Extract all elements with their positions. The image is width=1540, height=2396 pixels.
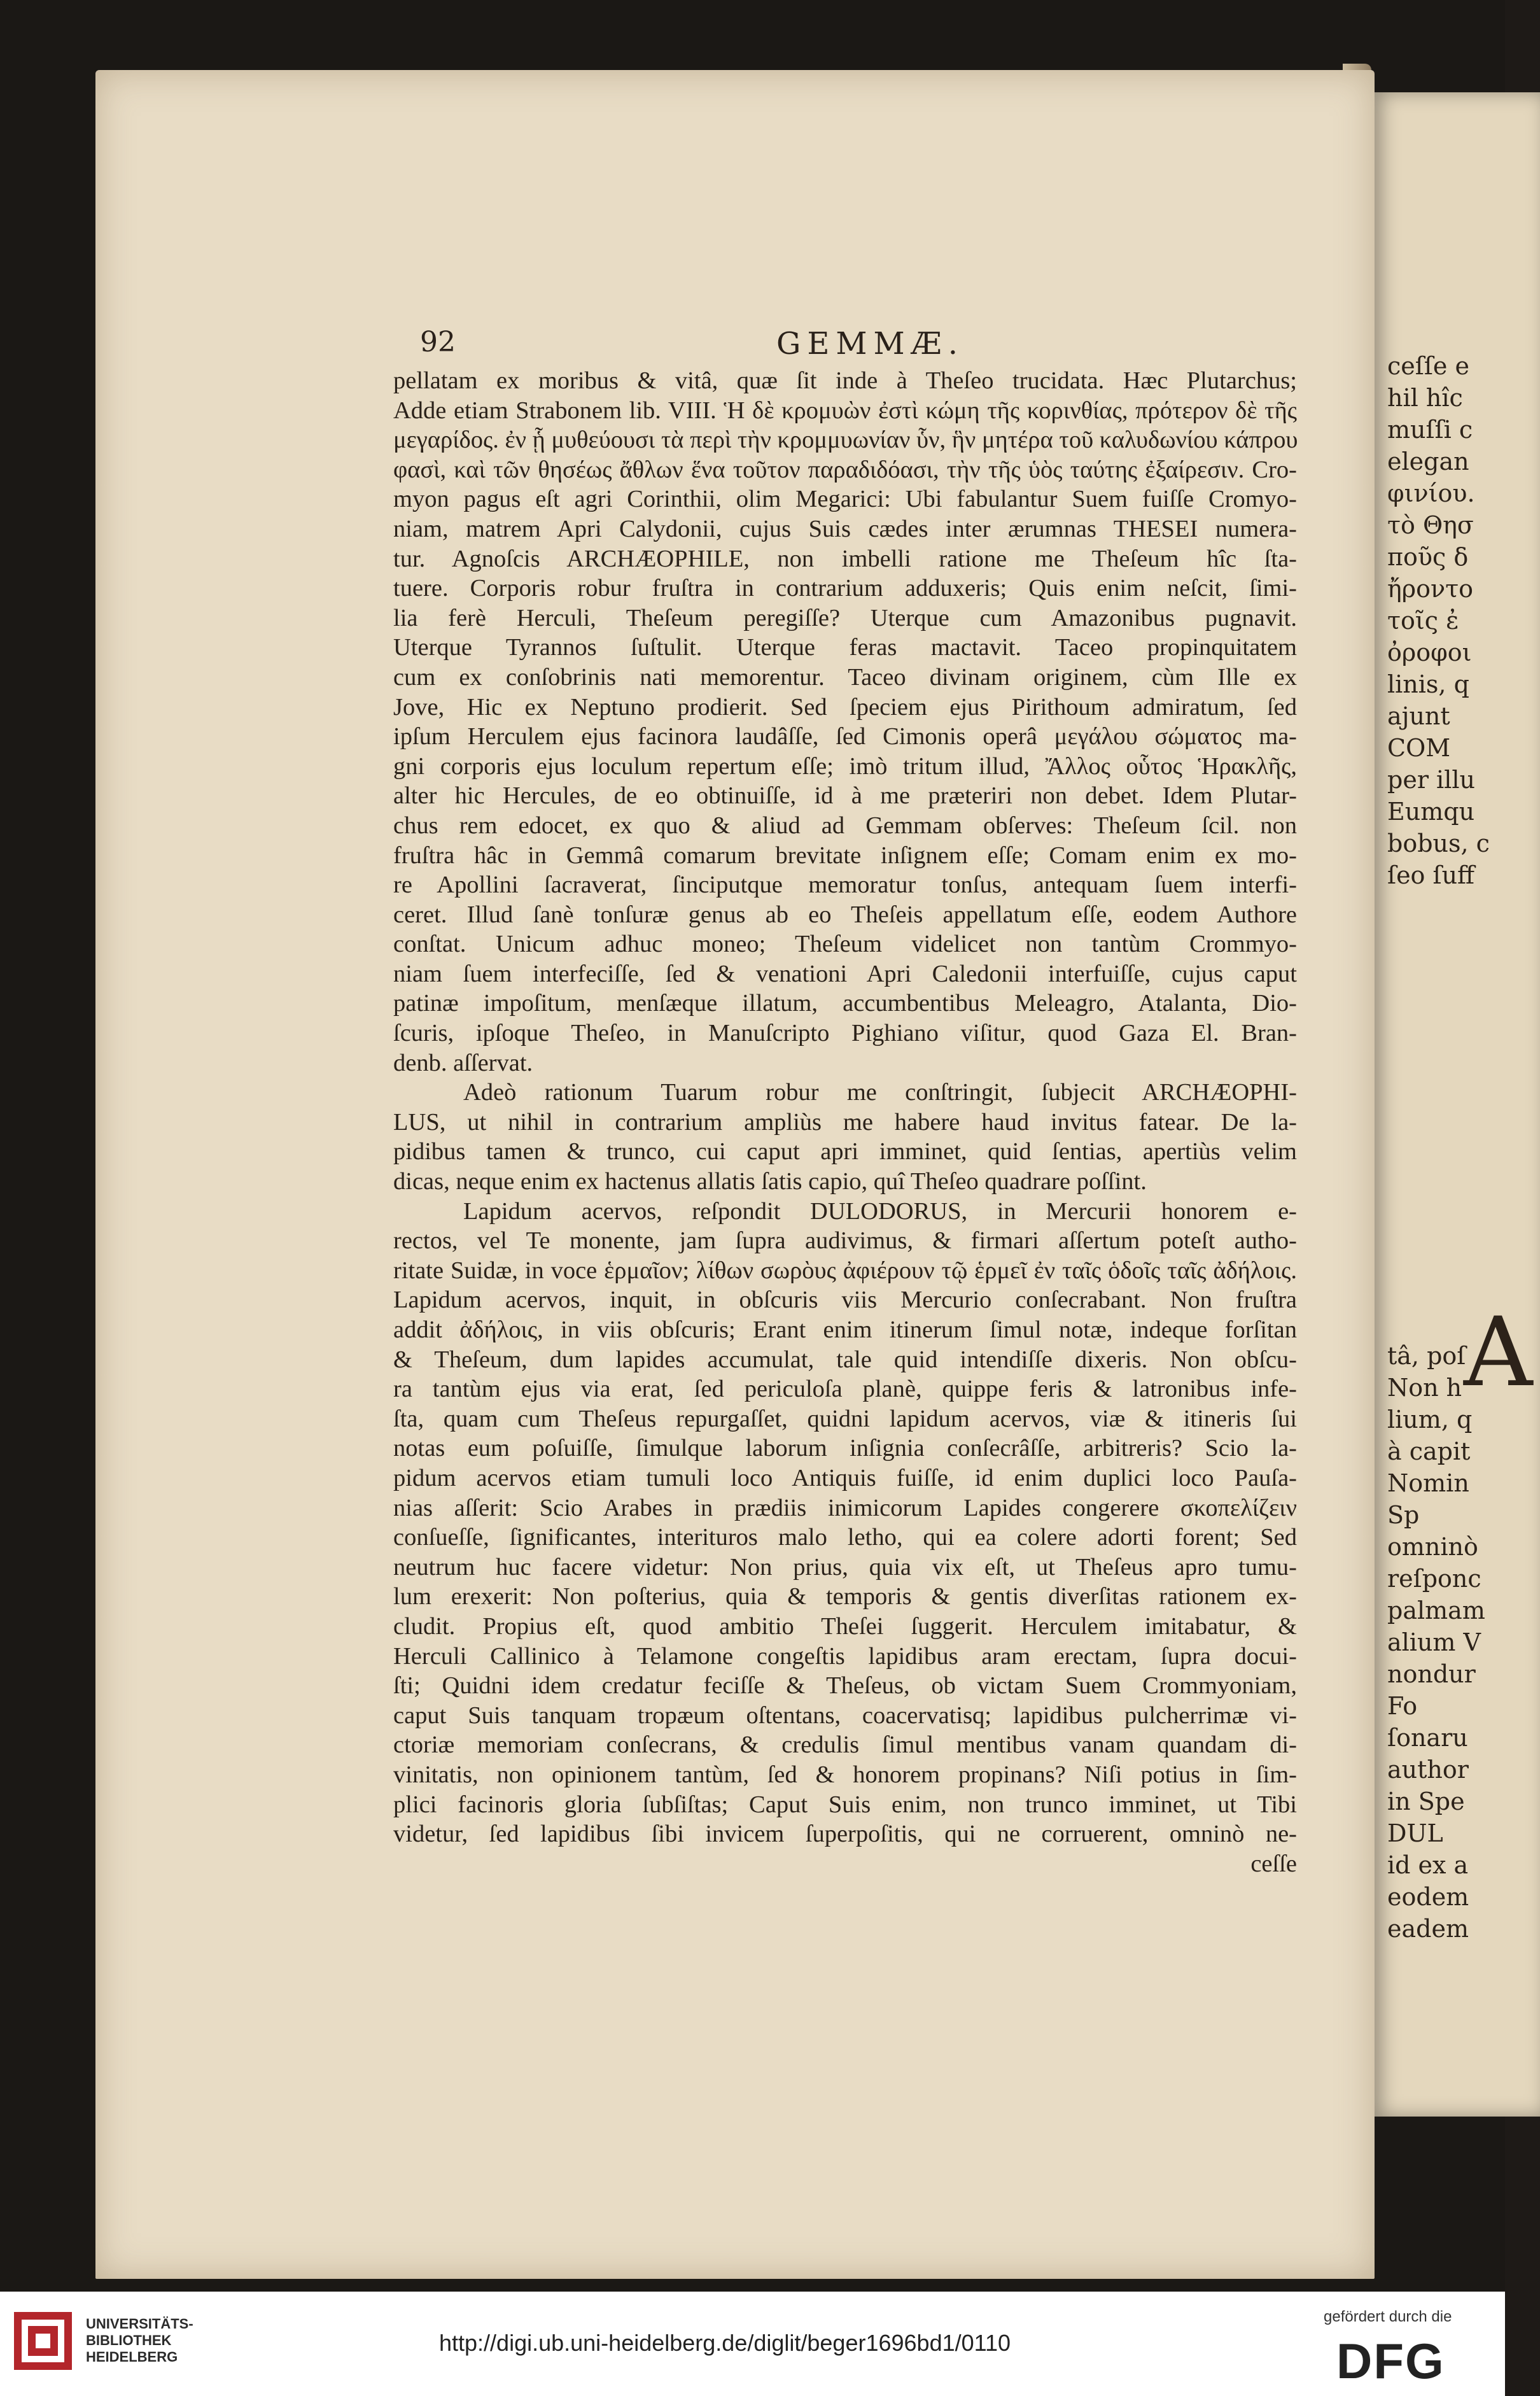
text-line: ipſum Herculem ejus facinora laudâſſe, ſed Cimonis operâ μεγάλου σώματος ma-	[393, 723, 1297, 751]
text-line: ſcuris, ipſoque Theſeo, in Manuſcripto Pighiano viſitur, quod Gaza El. Bran-	[393, 1020, 1297, 1047]
library-name-line: UNIVERSITÄTS-	[86, 2316, 193, 2332]
text-line: notas eum poſuiſſe, ſimulque laborum inſignia conſecrâſſe, arbitreris? Scio la-	[393, 1435, 1297, 1462]
text-line: addit ἀδήλοις, in viis obſcuris; Erant enim itinerum ſimul notæ, indeque forſitan	[393, 1316, 1297, 1343]
text-line: nias aſſerit: Scio Arabes in prædiis inimicorum Lapides congerere σκοπελίζειν	[393, 1494, 1297, 1521]
next-page-line: à capit	[1387, 1437, 1471, 1465]
next-page-line: lium, q	[1387, 1406, 1473, 1434]
library-seal-icon	[13, 2311, 73, 2371]
text-line: neutrum huc facere videtur: Non prius, quia vix eſt, ut Theſeus apro tumu-	[393, 1553, 1297, 1581]
running-head	[420, 326, 1298, 364]
funding-credit: gefördert durch die	[1324, 2308, 1452, 2325]
text-line: cludit. Propius eſt, quod ambitio Theſei ſuggerit. Herculem imitabatur, &	[393, 1612, 1297, 1640]
text-line: ra tantùm ejus via erat, ſed periculoſa planè, quippe feris & latronibus infe-	[393, 1376, 1297, 1403]
next-page-line: per illu	[1387, 766, 1475, 794]
text-line: myon pagus eſt agri Corinthii, olim Megarici: Ubi fabulantur Suem fuiſſe Cromyo-	[393, 486, 1297, 513]
next-page-line: tâ, poſ	[1387, 1342, 1466, 1370]
next-page-line: id ex a	[1387, 1851, 1469, 1879]
text-line: ctoriæ memoriam conſecrans, & credulis ſimul mentibus vanam quandam di-	[393, 1731, 1297, 1759]
text-line: μεγαρίδος. ἐν ᾗ μυθεύουσι τὰ περὶ τὴν κρομμυωνίαν ὗν, ἣν μητέρα τοῦ καλυδωνίου κάπρου	[393, 426, 1298, 454]
next-page-line: in Spe	[1387, 1787, 1465, 1815]
running-head-title: GEMMÆ.	[776, 326, 964, 362]
text-line: Herculi Callinico à Telamone congeſtis lapidibus aram erectam, ſupra docui-	[393, 1642, 1297, 1670]
text-line: Adeò rationum Tuarum robur me conſtringit, ſubjecit ARCHÆOPHI-	[463, 1079, 1297, 1106]
next-page-line: DUL	[1387, 1819, 1443, 1847]
text-line: pellatam ex moribus & vitâ, quæ ſit inde à Theſeo trucidata. Hæc Plutarchus;	[393, 367, 1297, 394]
next-page-line: φινίου.	[1387, 479, 1475, 507]
next-page-line: hil hîc	[1387, 384, 1463, 412]
text-line: plici facinoris gloria ſubſiſtas; Caput Suis enim, non trunco imminet, ut Tibi	[393, 1791, 1297, 1818]
text-line: ritate Suidæ, in voce ἑρμαῖον; λίθων σωρὸυς ἀφιέρουν τῷ ἑρμεῖ ἐν ταῖς ὁδοῖς ταῖς ἀδήλοις.	[393, 1257, 1297, 1284]
text-line: lum erexerit: Non poſterius, quia & temporis & gentis diverſitas rationem ex-	[393, 1583, 1297, 1610]
next-page-line: ἤροντο	[1387, 575, 1473, 603]
text-line: pidibus tamen & trunco, cui caput apri imminet, quid ſentias, apertiùs velim	[393, 1138, 1297, 1166]
text-line: dicas, neque enim ex hactenus allatis ſatis capio, quî Theſeo quadrare poſſint.	[393, 1168, 1147, 1195]
text-line: Lapidum acervos, inquit, in obſcuris viis Mercurio conſecrabant. Non fruſtra	[393, 1286, 1297, 1314]
text-line: gni corporis ejus loculum repertum eſſe; imò tritum illud, Ἄλλος οὗτος Ἡρακλῆς,	[393, 752, 1297, 780]
dfg-logo: DFG	[1336, 2333, 1445, 2389]
next-page-line: ſonaru	[1387, 1724, 1468, 1752]
next-page-line: omninò	[1387, 1533, 1478, 1561]
page-text-block	[393, 366, 1297, 1878]
text-line: Uterque Tyrannos ſuſtulit. Uterque feras mactavit. Taceo propinquitatem	[393, 634, 1297, 661]
text-line: ſta, quam cum Theſeus repurgaſſet, quidni lapidum acervos, viæ & itineris ſui	[393, 1405, 1297, 1432]
text-line: denb. aſſervat.	[393, 1049, 533, 1076]
next-page-line: ſeo ſuff	[1387, 861, 1475, 889]
next-page-line: ceſſe e	[1387, 352, 1469, 380]
text-line: tur. Agnoſcis ARCHÆOPHILE, non imbelli ratione me Theſeum hîc ſta-	[393, 545, 1297, 572]
next-page-line: ποῦς δ	[1387, 543, 1469, 571]
text-line: caput Suis tanquam tropæum oſtentans, coacervatisq; lapidibus pulcherrimæ vi-	[393, 1702, 1297, 1729]
text-line: alter hic Hercules, de eo obtinuiſſe, id à me præteriri non debet. Idem Plutar-	[393, 782, 1297, 810]
text-line: vinitatis, non opinionem tantùm, ſed & honorem propinans? Niſi potius in ſim-	[393, 1761, 1297, 1788]
next-page-line: nondur	[1387, 1660, 1476, 1688]
text-line: & Theſeum, dum lapides accumulat, tale quid intendiſſe dixeris. Non obſcu-	[393, 1346, 1297, 1373]
text-line: fruſtra hâc in Gemmâ comarum brevitate inſignem eſſe; Comam enim ex mo-	[393, 842, 1297, 869]
page-number: 92	[420, 326, 456, 358]
next-page-line: Nomin	[1387, 1469, 1469, 1497]
text-line: re Apollini ſacraverat, ſinciputque memoratur tonſus, antequam ſuem interfi-	[393, 871, 1297, 899]
text-line: videtur, ſed lapidibus ſibi invicem ſuperpoſitis, qui ne corruerent, omninò ne-	[393, 1821, 1297, 1848]
next-page-line: elegan	[1387, 447, 1469, 476]
text-line: pidum acervos etiam tumuli loco Antiquis fuiſſe, id enim duplici loco Pauſa-	[393, 1464, 1297, 1491]
permalink-url[interactable]: http://digi.ub.uni-heidelberg.de/diglit/beger1696bd1/0110	[439, 2330, 1011, 2356]
next-page-top-fragment	[1387, 350, 1490, 891]
next-page-dropcap: A	[1464, 1297, 1533, 1408]
next-page-line: bobus, c	[1387, 829, 1490, 857]
next-page-line: Sp	[1387, 1501, 1420, 1529]
next-page-line: linis, q	[1387, 670, 1469, 698]
library-name-line: HEIDELBERG	[86, 2349, 178, 2365]
text-line: cum ex conſobrinis nati memorentur. Taceo divinam originem, cùm Ille ex	[393, 663, 1297, 691]
next-page-line: eadem	[1387, 1915, 1469, 1943]
text-line: conſtat. Unicum adhuc moneo; Theſeum videlicet non tantùm Crommyo-	[393, 931, 1297, 958]
text-line: tuere. Corporis robur fruſtra in contrarium adduxeris; Quis enim neſcit, ſimi-	[393, 575, 1297, 602]
next-page-edge	[1375, 92, 1540, 2117]
next-page-line: palmam	[1387, 1596, 1485, 1624]
next-page-line: Eumqu	[1387, 798, 1475, 826]
text-line: ſti; Quidni idem credatur feciſſe & Theſeus, ob victam Suem Crommyoniam,	[393, 1672, 1297, 1700]
next-page-line: τοῖς ἐ	[1387, 607, 1459, 635]
next-page-line: ὀροφοι	[1387, 638, 1472, 666]
text-line: chus rem edocet, ex quo & aliud ad Gemmam obſerves: Theſeum ſcil. non	[393, 812, 1297, 839]
text-line: ceret. Illud ſanè tonſuræ genus ab eo Theſeis appellatum eſſe, eodem Authore	[393, 901, 1297, 928]
text-line: patinæ impoſitum, menſæque illatum, accumbentibus Meleagro, Atalanta, Dio-	[393, 990, 1297, 1017]
next-page-line: eodem	[1387, 1883, 1469, 1911]
next-page-line: muſſi c	[1387, 416, 1473, 444]
text-line: Lapidum acervos, reſpondit DULODORUS, in Mercurii honorem e-	[463, 1197, 1297, 1225]
next-page-line: Fo	[1387, 1692, 1418, 1720]
next-page-line	[1387, 1308, 1485, 1340]
viewer-footer	[0, 2292, 1505, 2396]
next-page-line: ajunt	[1387, 702, 1450, 730]
text-line: rectos, vel Te monente, jam ſupra audivimus, & firmari aſſertum poteſt autho-	[393, 1227, 1297, 1255]
text-line: φασὶ, καὶ τῶν θησέως ἄθλων ἕνα τοῦτον παραδιδόασι, τὴν τῆς ὑὸς ταύτης ἐξαίρεσιν. Cro-	[393, 456, 1297, 483]
next-page-line: author	[1387, 1756, 1469, 1784]
text-line: Adde etiam Strabonem lib. VIII. Ἡ δὲ κρομυὼν ἐστὶ κώμη τῆς κορινθίας, πρότερον δὲ τῆς	[393, 397, 1297, 424]
next-page-line: Non h	[1387, 1374, 1462, 1402]
next-page-line: reſponc	[1387, 1565, 1481, 1593]
next-page-line: COM	[1387, 734, 1451, 762]
next-page-bottom-fragment	[1387, 1308, 1485, 1945]
text-line: LUS, ut nihil in contrarium ampliùs me habere haud invitus fatear. De la-	[393, 1108, 1297, 1136]
text-line: lia ferè Herculi, Theſeum peregiſſe? Uterque cum Amazonibus pugnavit.	[393, 604, 1297, 631]
text-line: niam, matrem Apri Calydonii, cujus Suis cædes inter ærumnas THESEI numera-	[393, 515, 1297, 542]
next-page-line: τὸ Θησ	[1387, 511, 1474, 539]
next-page-line: alium V	[1387, 1628, 1481, 1656]
text-line: Jove, Hic ex Neptuno prodierit. Sed ſpeciem ejus Pirithoum admiratum, ſed	[393, 693, 1297, 721]
text-line: conſueſſe, ſignificantes, interituros malo letho, qui ea colere adorti forent; Sed	[393, 1524, 1297, 1551]
text-line: niam ſuem interfeciſſe, ſed & venationi Apri Caledonii interfuiſſe, cujus caput	[393, 960, 1297, 987]
library-name-line: BIBLIOTHEK	[86, 2332, 172, 2348]
library-name	[86, 2316, 193, 2365]
catchword: ceſſe	[1250, 1850, 1297, 1877]
